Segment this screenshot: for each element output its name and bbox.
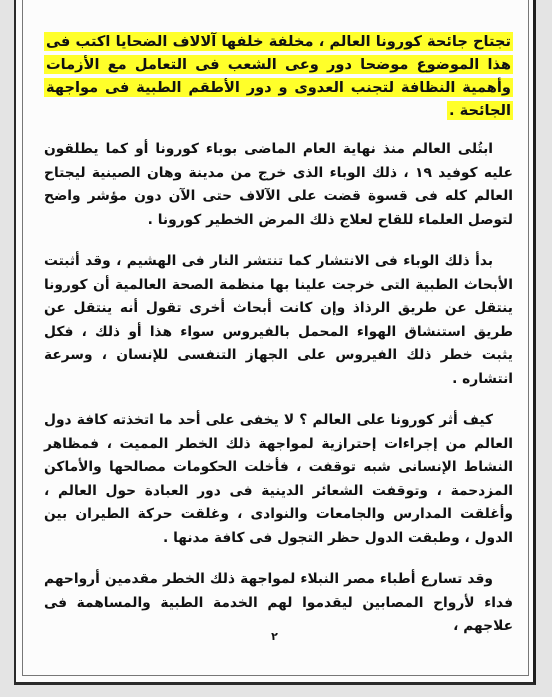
essay-prompt [44, 30, 513, 138]
document-body [44, 30, 513, 657]
paragraph-4: وقد تسارع أطباء مصر النبلاء لمواجهة ذلك الخطر مقدمين أرواحهم فداء لأرواح المصابين ليقدموا لهم الخدمة الطبية والمساهمة فى علاجهم ، [44, 571, 513, 634]
highlighted-prompt-text: تجتاح جائحة كورونا العالم ، مخلفة خلفها آلالاف الضحايا اكتب فى هذا الموضوع موضحا دور وعى الشعب فى التعامل مع الأزمات وأهمية النظافة لتجنب العدوى و دور الأطقم الطبية فى مواجهة الجائحة . [46, 33, 511, 119]
page-number: ٢ [271, 630, 278, 643]
paragraph-1: ابتُلى العالم منذ نهاية العام الماضى بوباء كورونا أو كما يطلقون عليه كوفيد ١٩ ، ذلك الوباء الذى خرج من مدينة وهان الصينية ليجتاح العالم كله فى قسوة قضت على الآلاف حتى الآن دون مؤشر واضح لتوصل العلماء للقاح لعلاج ذلك المرض الخطير كورونا . [44, 141, 513, 228]
document-page [14, 0, 536, 685]
paragraph-3: كيف أثر كورونا على العالم ؟ لا يخفى على أحد ما اتخذته كافة دول العالم من إجراءات إحترازية لمواجهة ذلك الخطر المميت ، فمظاهر النشاط الإنسانى شبه توقفت ، فأخلت الحكومات مصالحها والأماكن المزدحمة ، وتوقفت الشعائر الدينية فى دور العبادة حول العالم ، وأغلقت المدارس والجامعات والنوادى ، وغلقت حركة الطيران بين الدول ، وطبقت الدول حظر التجول فى كافة مدنها . [44, 412, 513, 546]
paragraph-2: بدأ ذلك الوباء فى الانتشار كما تنتشر النار فى الهشيم ، وقد أثبتت الأبحاث الطبية التى خرجت علينا بها منظمة الصحة العالمية أن كورونا ينتقل عن طريق الرذاذ وإن كانت أبحاث أخرى تقول أنه ينتقل عن طريق استنشاق الهواء المحمل بالفيروس سواء هذا أو ذلك ، فكل يثبت خطر ذلك الفيروس على الجهاز التنفسى للإنسان ، وسرعة انتشاره . [44, 253, 513, 387]
